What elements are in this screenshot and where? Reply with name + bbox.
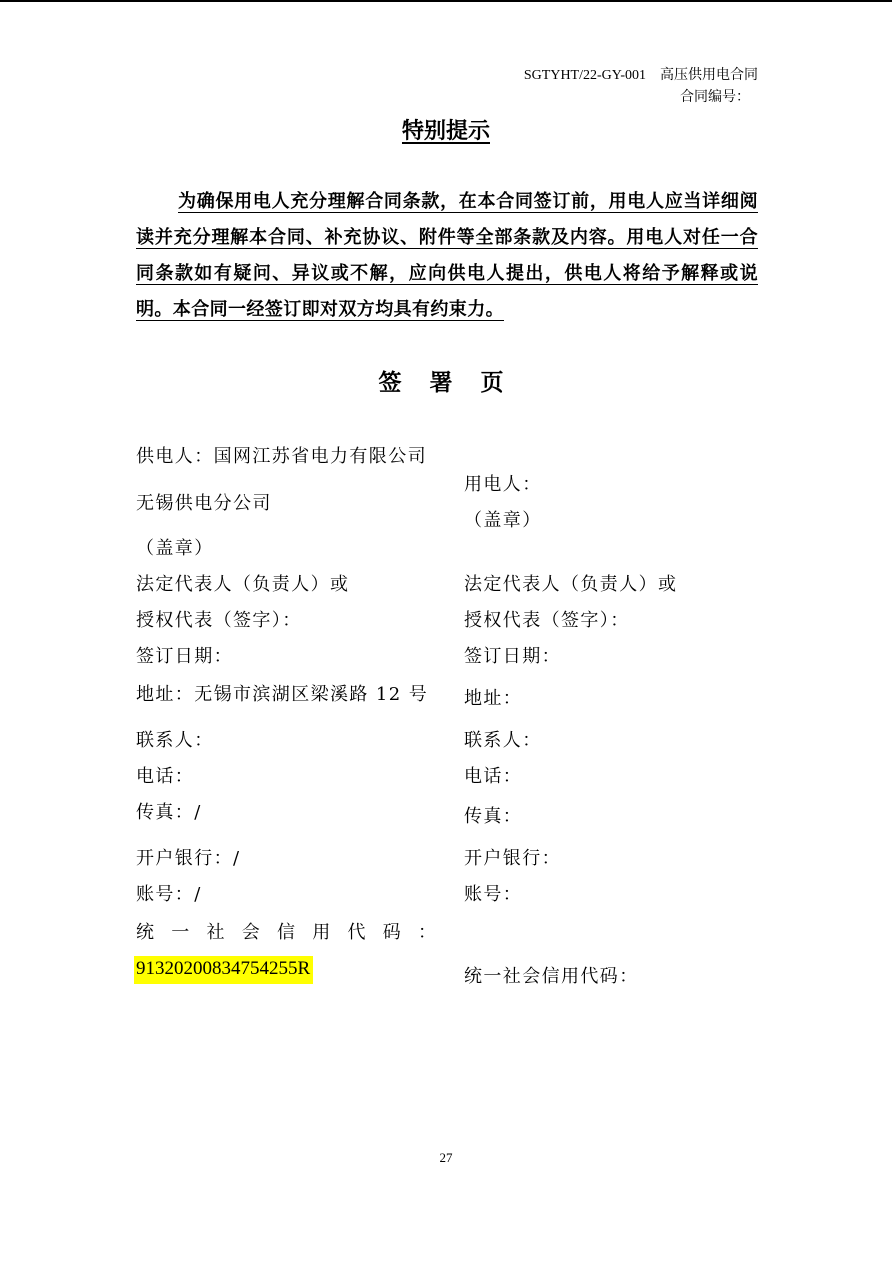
supplier-contact: 联系人： <box>136 730 214 751</box>
supplier-name-line1: 供电人：国网江苏省电力有限公司 <box>136 446 427 467</box>
supplier-phone: 电话： <box>136 766 195 787</box>
supplier-account: 账号：/ <box>136 884 202 905</box>
supplier-credit-code-highlighted: 91320200834754255R <box>134 956 313 984</box>
page-number: 27 <box>439 1150 453 1165</box>
consumer-contact: 联系人： <box>464 730 542 751</box>
consumer-seal: （盖章） <box>464 510 542 531</box>
consumer-bank: 开户银行： <box>464 848 561 869</box>
consumer-sign-date: 签订日期： <box>464 646 561 667</box>
notice-title: 特别提示 <box>401 118 490 144</box>
consumer-account: 账号： <box>464 884 523 905</box>
consumer-representative-line1: 法定代表人（负责人）或 <box>464 574 678 595</box>
supplier-representative-line2: 授权代表（签字）： <box>136 610 302 631</box>
consumer-credit-code-label: 统一社会信用代码： <box>464 966 639 987</box>
supplier-seal: （盖章） <box>136 538 214 559</box>
document-header <box>524 64 758 84</box>
supplier-bank: 开户银行：/ <box>136 848 241 869</box>
consumer-phone: 电话： <box>464 766 523 787</box>
signature-page-title: 签 署 页 <box>378 369 514 396</box>
consumer-address: 地址： <box>464 688 523 709</box>
supplier-address: 地址：无锡市滨湖区梁溪路 12 号 <box>136 684 429 705</box>
supplier-representative-line1: 法定代表人（负责人）或 <box>136 574 350 595</box>
supplier-credit-code-label: 统 一 社 会 信 用 代 码 ： <box>136 922 436 943</box>
top-border-line <box>0 0 892 2</box>
notice-body: 为确保用电人充分理解合同条款，在本合同签订前，用电人应当详细阅读并充分理解本合同、补充协议、附件等全部条款及内容。用电人对任一合同条款如有疑问、异议或不解，应向供电人提出，供电人将给予解释或说明。本合同一经签订即对双方均具有约束力。 <box>136 191 758 320</box>
supplier-fax: 传真：/ <box>136 802 202 823</box>
contract-number-label: 合同编号： <box>680 89 750 105</box>
consumer-name: 用电人： <box>464 474 542 495</box>
consumer-representative-line2: 授权代表（签字）： <box>464 610 630 631</box>
document-code: SGTYHT/22-GY-001 <box>523 68 646 83</box>
supplier-sign-date: 签订日期： <box>136 646 233 667</box>
supplier-name-line2: 无锡供电分公司 <box>136 493 272 514</box>
document-type: 高压供用电合同 <box>660 68 758 83</box>
consumer-fax: 传真： <box>464 806 523 827</box>
